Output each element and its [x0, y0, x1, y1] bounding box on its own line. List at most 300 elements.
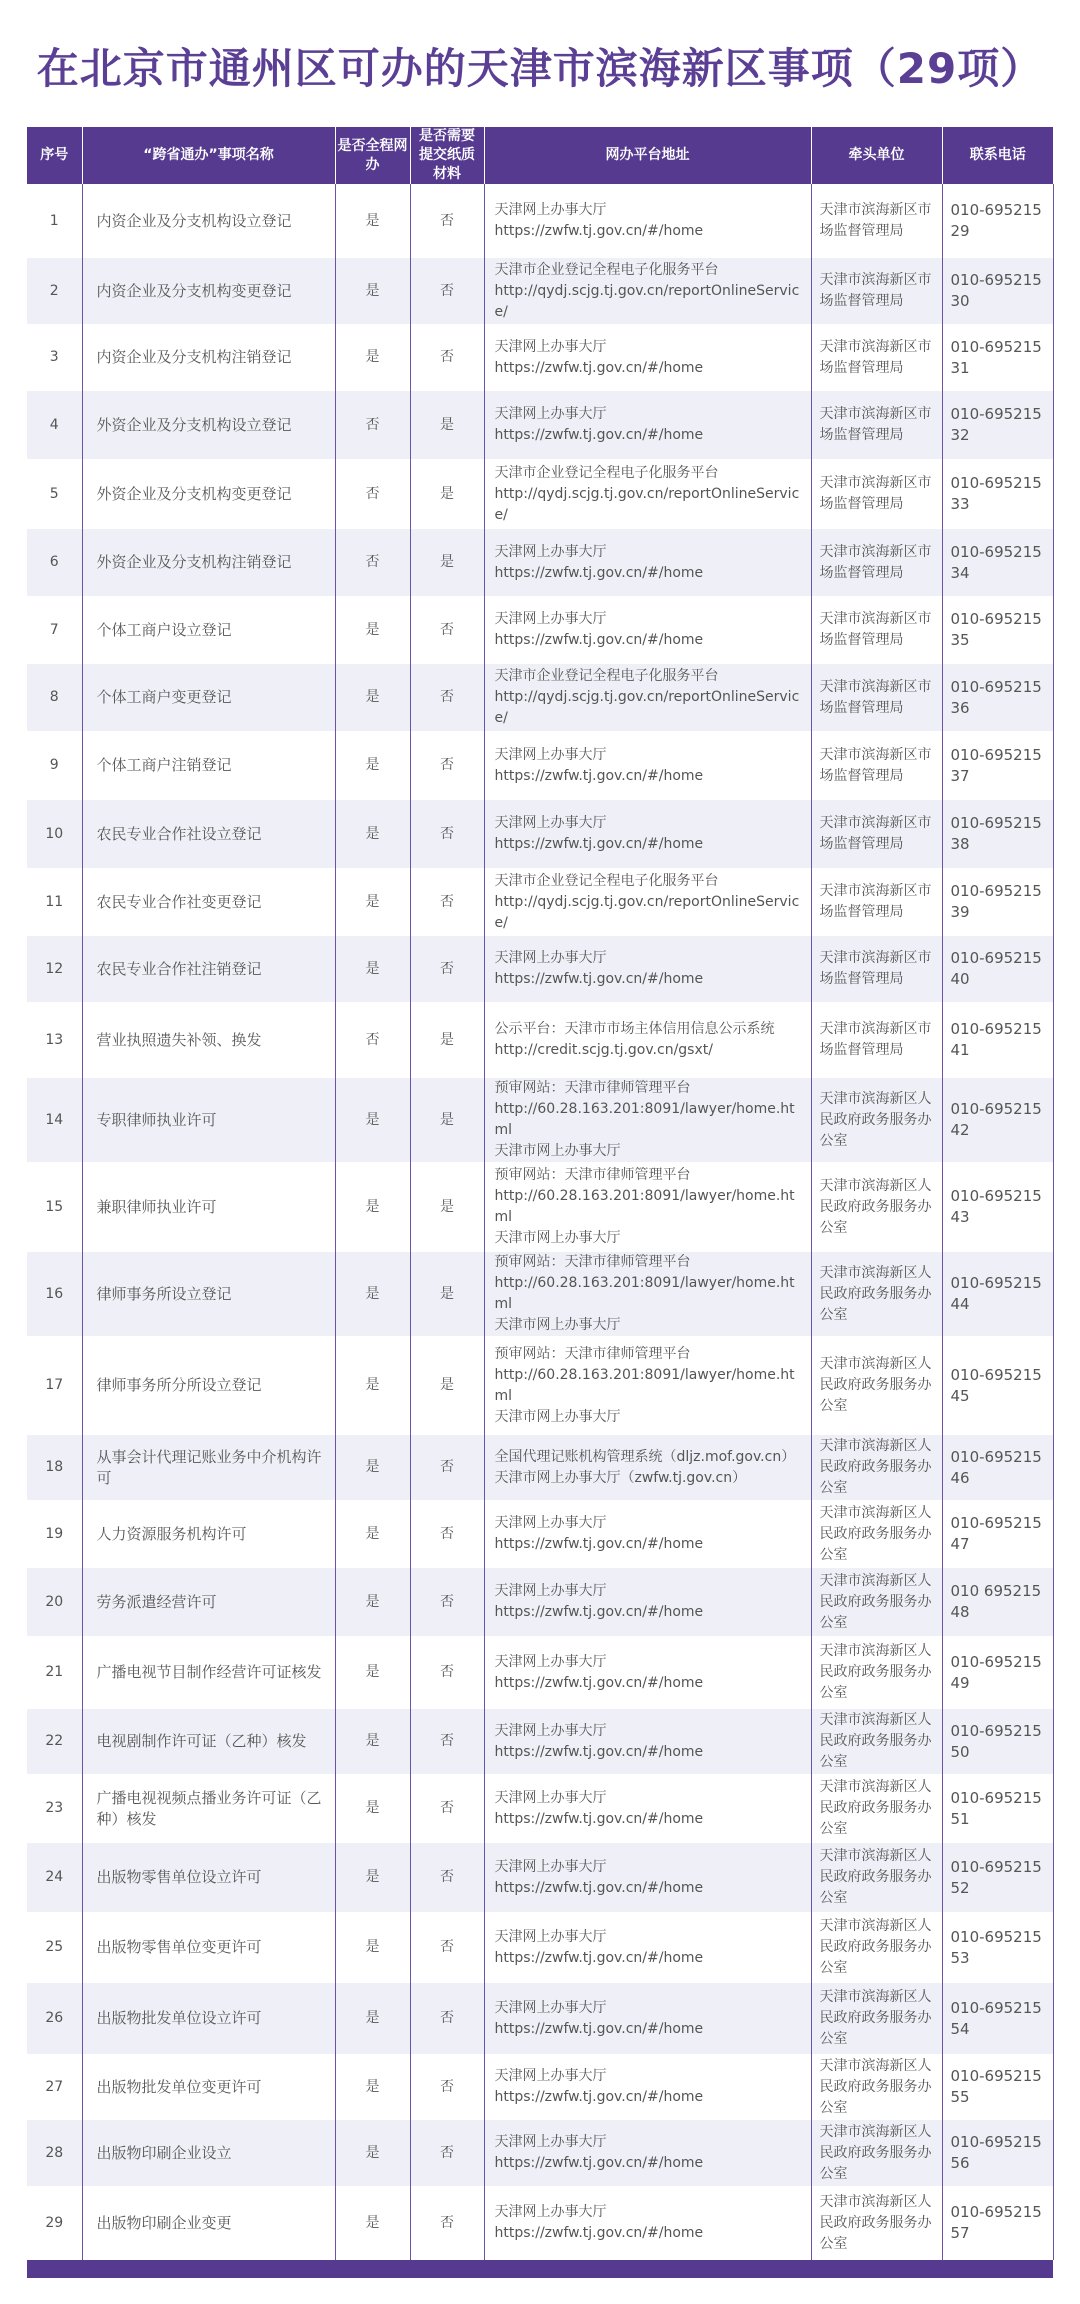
service-name: 农民专业合作社设立登记	[82, 800, 335, 868]
fully-online: 是	[335, 1500, 410, 1568]
paper-required: 是	[410, 459, 484, 529]
lead-unit: 天津市滨海新区人民政府政务服务办公室	[811, 1983, 942, 2054]
table-row	[27, 1709, 1053, 1774]
lead-unit: 天津市滨海新区市场监督管理局	[811, 184, 942, 258]
row-number: 17	[27, 1336, 82, 1435]
lead-unit: 天津市滨海新区人民政府政务服务办公室	[811, 1078, 942, 1162]
service-name: 内资企业及分支机构注销登记	[82, 324, 335, 391]
platform-cell	[484, 459, 811, 529]
contact-phone: 010-69521553	[942, 1912, 1053, 1983]
table-row	[27, 1843, 1053, 1912]
lead-unit: 天津市滨海新区人民政府政务服务办公室	[811, 2120, 942, 2186]
platform-cell	[484, 2186, 811, 2260]
table-row	[27, 2186, 1053, 2260]
table-row	[27, 1636, 1053, 1709]
contact-phone: 010-69521541	[942, 1002, 1053, 1078]
lead-unit: 天津市滨海新区市场监督管理局	[811, 324, 942, 391]
contact-phone: 010 69521548	[942, 1568, 1053, 1636]
service-name: 外资企业及分支机构设立登记	[82, 391, 335, 459]
platform-cell	[484, 391, 811, 459]
platform-url: https://zwfw.tj.gov.cn/#/home	[494, 1604, 704, 1620]
platform-url: http://qydj.scjg.tj.gov.cn/reportOnlineService/	[494, 282, 800, 320]
contact-phone: 010-69521549	[942, 1636, 1053, 1709]
row-number: 7	[27, 596, 82, 664]
platform-cell	[484, 731, 811, 800]
paper-required: 否	[410, 664, 484, 731]
table-row	[27, 529, 1053, 596]
lead-unit: 天津市滨海新区市场监督管理局	[811, 868, 942, 936]
platform-name: 天津市企业登记全程电子化服务平台	[494, 261, 719, 278]
fully-online: 是	[335, 664, 410, 731]
paper-required: 否	[410, 596, 484, 664]
platform-cell	[484, 2120, 811, 2186]
service-name: 农民专业合作社变更登记	[82, 868, 335, 936]
platform-url: https://zwfw.tj.gov.cn/#/home	[494, 767, 704, 784]
service-name: 个体工商户变更登记	[82, 664, 335, 731]
platform-cell	[484, 2054, 811, 2120]
fully-online: 是	[335, 2054, 410, 2120]
lead-unit: 天津市滨海新区人民政府政务服务办公室	[811, 1912, 942, 1983]
contact-phone: 010-69521542	[942, 1078, 1053, 1162]
platform-name: 天津网上办事大厅	[494, 2204, 607, 2220]
table-row	[27, 1500, 1053, 1568]
row-number: 26	[27, 1983, 82, 2054]
platform-name: 公示平台：天津市市场主体信用信息公示系统	[494, 1021, 775, 1037]
paper-required: 否	[410, 1774, 484, 1843]
contact-phone: 010-69521537	[942, 731, 1053, 800]
platform-cell	[484, 800, 811, 868]
platform-cell	[484, 1636, 811, 1709]
contact-phone: 010-69521544	[942, 1252, 1053, 1336]
platform-cell	[484, 936, 811, 1002]
row-number: 9	[27, 731, 82, 800]
platform-cell	[484, 1435, 811, 1500]
table-row	[27, 1983, 1053, 2054]
paper-required: 否	[410, 2120, 484, 2186]
platform-name: 预审网站：天津市律师管理平台	[494, 1254, 691, 1270]
platform-url: http://qydj.scjg.tj.gov.cn/reportOnlineService/	[494, 893, 800, 931]
table-row	[27, 596, 1053, 664]
contact-phone: 010-69521543	[942, 1162, 1053, 1252]
paper-required: 是	[410, 1078, 484, 1162]
paper-required: 否	[410, 868, 484, 936]
header-paper: 是否需要提交纸质材料	[410, 127, 484, 184]
contact-phone: 010-69521545	[942, 1336, 1053, 1435]
row-number: 2	[27, 258, 82, 324]
row-number: 11	[27, 868, 82, 936]
table-row	[27, 664, 1053, 731]
platform-url: https://zwfw.tj.gov.cn/#/home	[494, 1879, 704, 1896]
platform-url: https://zwfw.tj.gov.cn/#/home	[494, 564, 704, 581]
platform-cell	[484, 1002, 811, 1078]
row-number: 29	[27, 2186, 82, 2260]
platform-url: https://zwfw.tj.gov.cn/#/home	[494, 632, 704, 648]
platform-url: http://qydj.scjg.tj.gov.cn/reportOnlineService/	[494, 689, 800, 726]
lead-unit: 天津市滨海新区市场监督管理局	[811, 664, 942, 731]
platform-cell	[484, 1912, 811, 1983]
paper-required: 否	[410, 731, 484, 800]
lead-unit: 天津市滨海新区人民政府政务服务办公室	[811, 1500, 942, 1568]
platform-name: 天津网上办事大厅	[494, 611, 607, 627]
service-name: 出版物印刷企业设立	[82, 2120, 335, 2186]
fully-online: 是	[335, 1843, 410, 1912]
paper-required: 是	[410, 1252, 484, 1336]
contact-phone: 010-69521539	[942, 868, 1053, 936]
platform-name: 天津网上办事大厅	[494, 1928, 607, 1945]
contact-phone: 010-69521557	[942, 2186, 1053, 2260]
table-row	[27, 2054, 1053, 2120]
platform-url: https://zwfw.tj.gov.cn/#/home	[494, 2225, 704, 2241]
platform-cell	[484, 1568, 811, 1636]
contact-phone: 010-69521547	[942, 1500, 1053, 1568]
platform-name: 预审网站：天津市律师管理平台	[494, 1167, 691, 1183]
platform-name: 天津网上办事大厅	[494, 2068, 607, 2084]
table-row	[27, 1078, 1053, 1162]
lead-unit: 天津市滨海新区人民政府政务服务办公室	[811, 2054, 942, 2120]
fully-online: 否	[335, 391, 410, 459]
header-no: 序号	[27, 127, 82, 184]
platform-name: 天津网上办事大厅	[494, 202, 607, 218]
paper-required: 否	[410, 1912, 484, 1983]
row-number: 8	[27, 664, 82, 731]
fully-online: 是	[335, 868, 410, 936]
contact-phone: 010-69521554	[942, 1983, 1053, 2054]
platform-name: 天津网上办事大厅	[494, 1858, 607, 1875]
contact-phone: 010-69521552	[942, 1843, 1053, 1912]
row-number: 18	[27, 1435, 82, 1500]
header-online: 是否全程网办	[335, 127, 410, 184]
paper-required: 否	[410, 1636, 484, 1709]
contact-phone: 010-69521546	[942, 1435, 1053, 1500]
service-name: 律师事务所设立登记	[82, 1252, 335, 1336]
platform-name: 天津网上办事大厅	[494, 2134, 607, 2150]
platform-name: 天津网上办事大厅	[494, 746, 607, 763]
service-name: 出版物印刷企业变更	[82, 2186, 335, 2260]
platform-url: https://zwfw.tj.gov.cn/#/home	[494, 2020, 704, 2037]
platform-cell	[484, 1709, 811, 1774]
platform-url: http://60.28.163.201:8091/lawyer/home.html	[494, 1366, 795, 1404]
row-number: 1	[27, 184, 82, 258]
contact-phone: 010-69521534	[942, 529, 1053, 596]
row-number: 14	[27, 1078, 82, 1162]
table-row	[27, 1336, 1053, 1435]
fully-online: 是	[335, 800, 410, 868]
service-name: 人力资源服务机构许可	[82, 1500, 335, 1568]
contact-phone: 010-69521555	[942, 2054, 1053, 2120]
row-number: 5	[27, 459, 82, 529]
header-name: “跨省通办”事项名称	[82, 127, 335, 184]
paper-required: 否	[410, 1843, 484, 1912]
fully-online: 是	[335, 1636, 410, 1709]
platform-extra: 天津市网上办事大厅	[494, 1230, 621, 1246]
service-name: 内资企业及分支机构变更登记	[82, 258, 335, 324]
row-number: 6	[27, 529, 82, 596]
table-row	[27, 1162, 1053, 1252]
table-row	[27, 324, 1053, 391]
contact-phone: 010-69521540	[942, 936, 1053, 1002]
paper-required: 是	[410, 529, 484, 596]
platform-cell	[484, 1078, 811, 1162]
platform-url: https://zwfw.tj.gov.cn/#/home	[494, 1949, 704, 1966]
service-name: 外资企业及分支机构变更登记	[82, 459, 335, 529]
row-number: 20	[27, 1568, 82, 1636]
fully-online: 是	[335, 731, 410, 800]
contact-phone: 010-69521532	[942, 391, 1053, 459]
table-row	[27, 731, 1053, 800]
contact-phone: 010-69521530	[942, 258, 1053, 324]
table-row	[27, 1568, 1053, 1636]
service-name: 广播电视节目制作经营许可证核发	[82, 1636, 335, 1709]
platform-name: 天津网上办事大厅	[494, 815, 607, 831]
paper-required: 否	[410, 324, 484, 391]
platform-name: 全国代理记账机构管理系统（dljz.mof.gov.cn）	[494, 1448, 796, 1465]
platform-name: 天津网上办事大厅	[494, 1515, 607, 1531]
paper-required: 否	[410, 2186, 484, 2260]
lead-unit: 天津市滨海新区人民政府政务服务办公室	[811, 1162, 942, 1252]
paper-required: 否	[410, 184, 484, 258]
fully-online: 是	[335, 1774, 410, 1843]
paper-required: 否	[410, 2054, 484, 2120]
platform-name: 天津网上办事大厅	[494, 1583, 607, 1599]
platform-name: 天津网上办事大厅	[494, 338, 607, 355]
table-row	[27, 1002, 1053, 1078]
platform-name: 天津网上办事大厅	[494, 543, 607, 560]
platform-name: 天津网上办事大厅	[494, 406, 607, 422]
row-number: 21	[27, 1636, 82, 1709]
platform-cell	[484, 1336, 811, 1435]
service-name: 出版物零售单位设立许可	[82, 1843, 335, 1912]
table-row	[27, 1435, 1053, 1500]
platform-url: http://credit.scjg.tj.gov.cn/gsxt/	[494, 1042, 713, 1058]
row-number: 28	[27, 2120, 82, 2186]
service-name: 兼职律师执业许可	[82, 1162, 335, 1252]
lead-unit: 天津市滨海新区市场监督管理局	[811, 936, 942, 1002]
contact-phone: 010-69521551	[942, 1774, 1053, 1843]
service-name: 个体工商户设立登记	[82, 596, 335, 664]
fully-online: 是	[335, 2186, 410, 2260]
table-row	[27, 1774, 1053, 1843]
fully-online: 是	[335, 1912, 410, 1983]
platform-extra: 天津市网上办事大厅	[494, 1317, 621, 1333]
lead-unit: 天津市滨海新区市场监督管理局	[811, 1002, 942, 1078]
platform-url: https://zwfw.tj.gov.cn/#/home	[494, 836, 704, 852]
platform-url: https://zwfw.tj.gov.cn/#/home	[494, 1743, 704, 1760]
paper-required: 是	[410, 1336, 484, 1435]
platform-extra: 天津市网上办事大厅	[494, 1143, 621, 1159]
platform-cell	[484, 324, 811, 391]
platform-url: https://zwfw.tj.gov.cn/#/home	[494, 1536, 704, 1552]
lead-unit: 天津市滨海新区人民政府政务服务办公室	[811, 1568, 942, 1636]
paper-required: 否	[410, 936, 484, 1002]
platform-cell	[484, 664, 811, 731]
fully-online: 是	[335, 1435, 410, 1500]
services-table	[27, 127, 1054, 2260]
row-number: 3	[27, 324, 82, 391]
table-body	[27, 184, 1053, 2260]
fully-online: 否	[335, 459, 410, 529]
platform-cell	[484, 184, 811, 258]
contact-phone: 010-69521556	[942, 2120, 1053, 2186]
platform-name: 天津市企业登记全程电子化服务平台	[494, 668, 719, 684]
lead-unit: 天津市滨海新区人民政府政务服务办公室	[811, 1636, 942, 1709]
service-name: 从事会计代理记账业务中介机构许可	[82, 1435, 335, 1500]
row-number: 16	[27, 1252, 82, 1336]
platform-url: http://60.28.163.201:8091/lawyer/home.html	[494, 1101, 795, 1138]
lead-unit: 天津市滨海新区人民政府政务服务办公室	[811, 1252, 942, 1336]
service-name: 广播电视视频点播业务许可证（乙种）核发	[82, 1774, 335, 1843]
platform-name: 天津网上办事大厅	[494, 950, 607, 966]
fully-online: 是	[335, 936, 410, 1002]
fully-online: 是	[335, 1162, 410, 1252]
service-name: 劳务派遣经营许可	[82, 1568, 335, 1636]
service-name: 出版物零售单位变更许可	[82, 1912, 335, 1983]
table-row	[27, 184, 1053, 258]
platform-url: https://zwfw.tj.gov.cn/#/home	[494, 2155, 704, 2171]
service-name: 专职律师执业许可	[82, 1078, 335, 1162]
row-number: 10	[27, 800, 82, 868]
fully-online: 是	[335, 258, 410, 324]
row-number: 12	[27, 936, 82, 1002]
platform-cell	[484, 868, 811, 936]
row-number: 15	[27, 1162, 82, 1252]
contact-phone: 010-69521535	[942, 596, 1053, 664]
platform-url: https://zwfw.tj.gov.cn/#/home	[494, 971, 704, 987]
lead-unit: 天津市滨海新区人民政府政务服务办公室	[811, 2186, 942, 2260]
paper-required: 是	[410, 391, 484, 459]
fully-online: 是	[335, 596, 410, 664]
lead-unit: 天津市滨海新区人民政府政务服务办公室	[811, 1709, 942, 1774]
contact-phone: 010-69521531	[942, 324, 1053, 391]
page-title: 在北京市通州区可办的天津市滨海新区事项（29项）	[36, 44, 1044, 93]
table-row	[27, 936, 1053, 1002]
paper-required: 否	[410, 800, 484, 868]
fully-online: 是	[335, 1568, 410, 1636]
lead-unit: 天津市滨海新区人民政府政务服务办公室	[811, 1435, 942, 1500]
table-row	[27, 459, 1053, 529]
row-number: 23	[27, 1774, 82, 1843]
fully-online: 是	[335, 1078, 410, 1162]
platform-cell	[484, 1162, 811, 1252]
platform-cell	[484, 596, 811, 664]
fully-online: 否	[335, 1002, 410, 1078]
lead-unit: 天津市滨海新区市场监督管理局	[811, 596, 942, 664]
table-row	[27, 1252, 1053, 1336]
platform-url: http://qydj.scjg.tj.gov.cn/reportOnlineService/	[494, 485, 800, 523]
service-name: 电视剧制作许可证（乙种）核发	[82, 1709, 335, 1774]
table-row	[27, 868, 1053, 936]
service-name: 出版物批发单位设立许可	[82, 1983, 335, 2054]
table-footer-bar	[27, 2260, 1053, 2278]
platform-url: https://zwfw.tj.gov.cn/#/home	[494, 2089, 704, 2105]
row-number: 22	[27, 1709, 82, 1774]
contact-phone: 010-69521536	[942, 664, 1053, 731]
platform-cell	[484, 258, 811, 324]
paper-required: 是	[410, 1002, 484, 1078]
table-row	[27, 2120, 1053, 2186]
fully-online: 是	[335, 324, 410, 391]
fully-online: 是	[335, 2120, 410, 2186]
lead-unit: 天津市滨海新区市场监督管理局	[811, 800, 942, 868]
lead-unit: 天津市滨海新区市场监督管理局	[811, 731, 942, 800]
row-number: 19	[27, 1500, 82, 1568]
row-number: 25	[27, 1912, 82, 1983]
platform-cell	[484, 529, 811, 596]
service-name: 营业执照遗失补领、换发	[82, 1002, 335, 1078]
platform-url: https://zwfw.tj.gov.cn/#/home	[494, 1674, 704, 1691]
paper-required: 否	[410, 1709, 484, 1774]
fully-online: 是	[335, 1252, 410, 1336]
platform-url: https://zwfw.tj.gov.cn/#/home	[494, 427, 704, 443]
service-name: 个体工商户注销登记	[82, 731, 335, 800]
lead-unit: 天津市滨海新区市场监督管理局	[811, 258, 942, 324]
paper-required: 否	[410, 1500, 484, 1568]
lead-unit: 天津市滨海新区市场监督管理局	[811, 529, 942, 596]
header-lead: 牵头单位	[811, 127, 942, 184]
platform-name: 天津网上办事大厅	[494, 1789, 607, 1806]
service-name: 农民专业合作社注销登记	[82, 936, 335, 1002]
paper-required: 否	[410, 1435, 484, 1500]
row-number: 4	[27, 391, 82, 459]
table-row	[27, 1912, 1053, 1983]
header-platform: 网办平台地址	[484, 127, 811, 184]
service-name: 律师事务所分所设立登记	[82, 1336, 335, 1435]
service-name: 外资企业及分支机构注销登记	[82, 529, 335, 596]
service-name: 内资企业及分支机构设立登记	[82, 184, 335, 258]
fully-online: 是	[335, 1709, 410, 1774]
platform-url: https://zwfw.tj.gov.cn/#/home	[494, 223, 704, 239]
platform-url: http://60.28.163.201:8091/lawyer/home.html	[494, 1188, 795, 1225]
platform-extra: 天津市网上办事大厅	[494, 1408, 621, 1425]
platform-name: 天津市企业登记全程电子化服务平台	[494, 464, 719, 481]
platform-name: 预审网站：天津市律师管理平台	[494, 1345, 691, 1362]
platform-url: https://zwfw.tj.gov.cn/#/home	[494, 359, 704, 376]
contact-phone: 010-69521529	[942, 184, 1053, 258]
contact-phone: 010-69521533	[942, 459, 1053, 529]
platform-url: https://zwfw.tj.gov.cn/#/home	[494, 1810, 704, 1827]
row-number: 24	[27, 1843, 82, 1912]
fully-online: 是	[335, 1983, 410, 2054]
platform-cell	[484, 1500, 811, 1568]
paper-required: 否	[410, 1568, 484, 1636]
platform-name: 天津市企业登记全程电子化服务平台	[494, 872, 719, 889]
platform-cell	[484, 1774, 811, 1843]
platform-url: 天津市网上办事大厅（zwfw.tj.gov.cn）	[494, 1469, 747, 1486]
row-number: 27	[27, 2054, 82, 2120]
lead-unit: 天津市滨海新区市场监督管理局	[811, 391, 942, 459]
paper-required: 是	[410, 1162, 484, 1252]
paper-required: 否	[410, 1983, 484, 2054]
table-row	[27, 800, 1053, 868]
fully-online: 否	[335, 529, 410, 596]
row-number: 13	[27, 1002, 82, 1078]
lead-unit: 天津市滨海新区市场监督管理局	[811, 459, 942, 529]
service-name: 出版物批发单位变更许可	[82, 2054, 335, 2120]
header-phone: 联系电话	[942, 127, 1053, 184]
lead-unit: 天津市滨海新区人民政府政务服务办公室	[811, 1336, 942, 1435]
fully-online: 是	[335, 184, 410, 258]
table-header-row	[27, 127, 1053, 184]
platform-cell	[484, 1983, 811, 2054]
platform-name: 天津网上办事大厅	[494, 1999, 607, 2016]
platform-name: 天津网上办事大厅	[494, 1722, 607, 1739]
table-row	[27, 258, 1053, 324]
lead-unit: 天津市滨海新区人民政府政务服务办公室	[811, 1774, 942, 1843]
contact-phone: 010-69521550	[942, 1709, 1053, 1774]
platform-name: 预审网站：天津市律师管理平台	[494, 1080, 691, 1096]
fully-online: 是	[335, 1336, 410, 1435]
platform-cell	[484, 1252, 811, 1336]
platform-name: 天津网上办事大厅	[494, 1653, 607, 1670]
